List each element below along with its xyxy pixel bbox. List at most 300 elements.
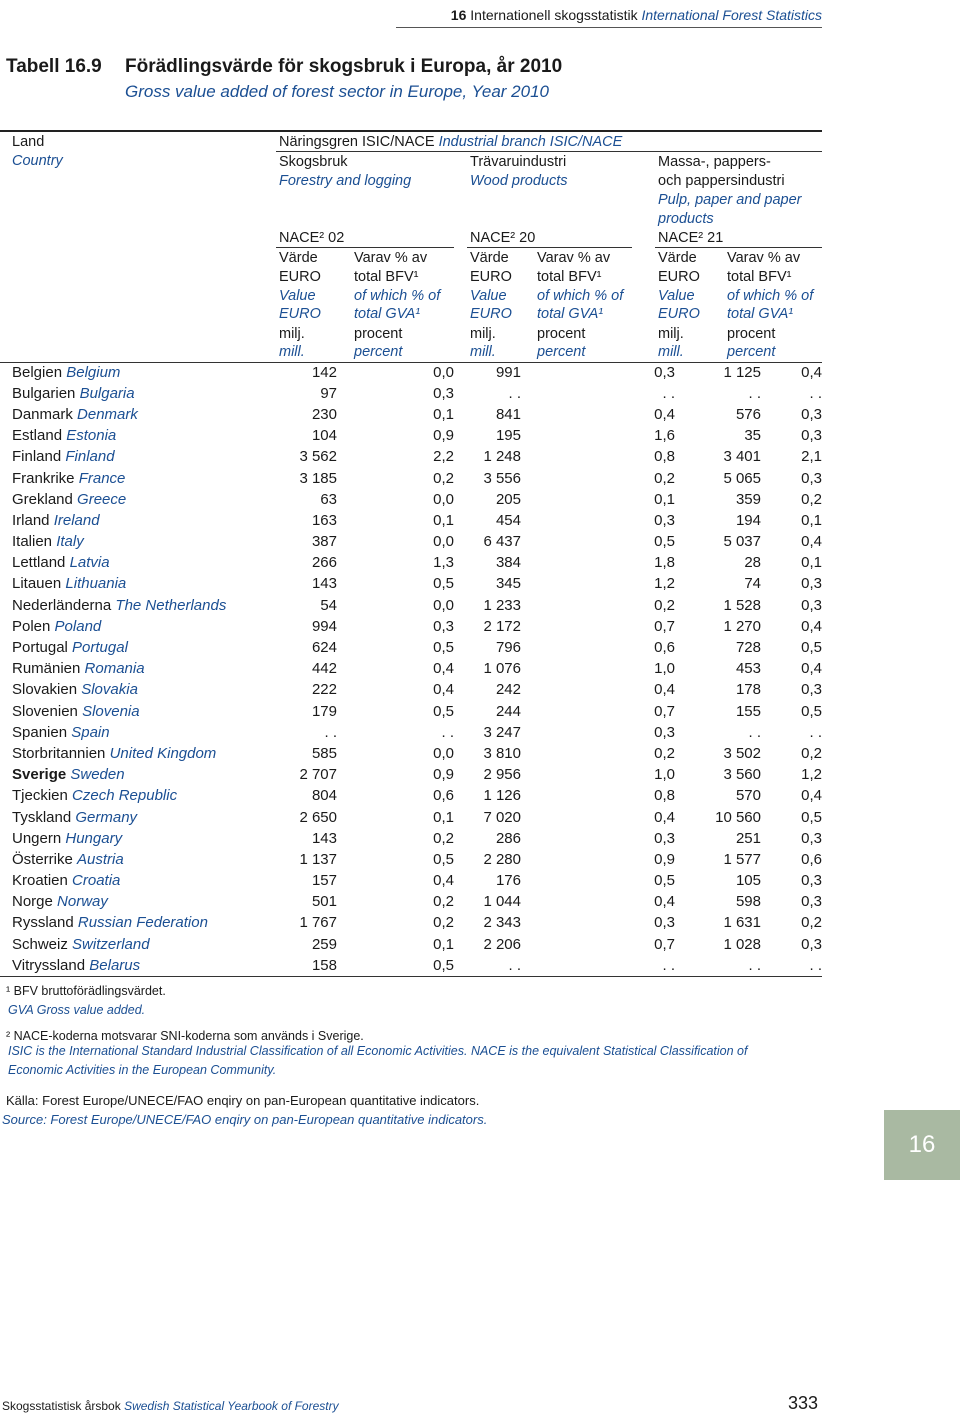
share-cell: 0,1 [433, 405, 454, 423]
country-name-sv: Italien [12, 533, 53, 551]
share-cell: 0,1 [801, 511, 822, 529]
value-unit-en: EURO [470, 306, 512, 322]
value-cell: 158 [311, 956, 337, 974]
value-cell: 501 [311, 893, 337, 911]
country-name-en: Estonia [66, 427, 117, 445]
share-cell: 0,0 [433, 744, 454, 762]
value-cell: 3 247 [483, 723, 521, 741]
country-cell [0, 722, 276, 743]
table-row [0, 871, 822, 892]
table-row [0, 426, 822, 447]
share-cell: 0,4 [654, 405, 675, 423]
value-cell: 157 [311, 872, 337, 890]
country-name-en: Hungary [65, 829, 123, 847]
value-cell: 3 562 [299, 448, 337, 466]
country-name-en: Norway [57, 893, 108, 911]
share-label-en: of which % of [537, 288, 624, 304]
value-cell: 841 [495, 405, 521, 423]
country-name-sv: Slovenien [12, 702, 78, 720]
value-cell: 2 280 [483, 850, 521, 868]
value-cell: 2 650 [299, 808, 337, 826]
share-cell: 2,2 [433, 448, 454, 466]
value-unit-en: EURO [658, 306, 700, 322]
value-cell: 74 [744, 575, 761, 593]
group-pulp-en: Pulp, paper and paper [658, 192, 802, 208]
value-cell: 155 [735, 702, 761, 720]
share-cell: 0,4 [654, 808, 675, 826]
share-cell: 0,3 [801, 681, 822, 699]
share-cell: 0,3 [801, 427, 822, 445]
share-cell: 0,4 [801, 660, 822, 678]
value-label-en: Value [470, 288, 507, 304]
share-unit-sv: procent [727, 326, 776, 342]
table-row [0, 595, 822, 616]
country-cell [0, 828, 276, 849]
table-row [0, 913, 822, 934]
value-cell: 143 [311, 829, 337, 847]
country-cell [0, 574, 276, 595]
share-cell: 0,3 [654, 363, 675, 381]
share-cell: 0,1 [433, 808, 454, 826]
value-cell: 1 137 [299, 850, 337, 868]
country-name-en: Russian Federation [77, 914, 208, 932]
value-cell: 570 [735, 787, 761, 805]
value-cell: 3 556 [483, 469, 521, 487]
country-name-en: Portugal [72, 639, 128, 657]
value-label-sv: Värde [279, 250, 318, 266]
share-unit-sv: procent [354, 326, 403, 342]
country-name-sv: Bulgarien [12, 384, 76, 402]
share-cell: 0,2 [654, 596, 675, 614]
share-cell: 0,4 [433, 872, 454, 890]
table-row [0, 532, 822, 553]
value-cell: 804 [311, 787, 337, 805]
country-cell [0, 489, 276, 510]
share-cell: 0,7 [654, 702, 675, 720]
share-unit-en: percent [727, 344, 776, 360]
country-name-sv: Schweiz [12, 935, 68, 953]
value-cell: 3 560 [723, 766, 761, 784]
country-cell [0, 786, 276, 807]
share-cell: 0,6 [654, 639, 675, 657]
value-cell: 222 [311, 681, 337, 699]
country-name-sv: Vitryssland [12, 956, 86, 974]
country-name-sv: Kroatien [12, 872, 68, 890]
country-name-en: Italy [56, 533, 84, 551]
country-name-en: Belgium [66, 363, 121, 381]
country-name-sv: Rumänien [12, 660, 81, 678]
share-cell: 0,5 [801, 702, 822, 720]
share-cell: 1,8 [654, 554, 675, 572]
chapter-title-en: International Forest Statistics [641, 7, 822, 23]
country-name-sv: Estland [12, 427, 63, 445]
share-cell: 0,3 [801, 872, 822, 890]
footer-publication [2, 1399, 339, 1413]
share-cell: 0,2 [654, 469, 675, 487]
share-cell: 1,2 [654, 575, 675, 593]
share-cell: 0,7 [654, 617, 675, 635]
share-cell: 0,3 [654, 829, 675, 847]
share-cell: . . [809, 384, 822, 402]
group-wood-sv: Trävaruindustri [470, 154, 567, 170]
country-cell [0, 362, 276, 383]
country-cell [0, 807, 276, 828]
share-cell: . . [441, 723, 454, 741]
share-label-en: of which % of [354, 288, 441, 304]
value-scale-sv: milj. [470, 326, 496, 342]
country-name-en: Slovakia [81, 681, 138, 699]
value-cell: 1 028 [723, 935, 761, 953]
table-row [0, 849, 822, 870]
share-cell: 0,5 [801, 639, 822, 657]
value-cell: 242 [495, 681, 521, 699]
country-cell [0, 701, 276, 722]
country-name-sv: Österrike [12, 850, 73, 868]
value-cell: 387 [311, 533, 337, 551]
country-name-en: Belarus [89, 956, 141, 974]
share-cell: 0,4 [654, 681, 675, 699]
table-row [0, 574, 822, 595]
value-scale-en: mill. [279, 344, 305, 360]
share-label-sv2: total BFV¹ [727, 269, 792, 285]
country-name-sv: Slovakien [12, 681, 78, 699]
value-cell: 105 [735, 872, 761, 890]
country-name-sv: Tyskland [12, 808, 72, 826]
value-cell: 2 956 [483, 766, 521, 784]
country-name-sv: Sverige [12, 766, 67, 784]
value-cell: 2 343 [483, 914, 521, 932]
share-cell: 0,3 [801, 829, 822, 847]
country-cell [0, 955, 276, 976]
country-name-en: Switzerland [72, 935, 150, 953]
footer-title-sv: Skogsstatistisk årsbok [2, 1399, 121, 1413]
table-row [0, 404, 822, 425]
value-unit-en: EURO [279, 306, 321, 322]
branch-header-sv: Näringsgren ISIC/NACE [279, 134, 435, 150]
value-label-sv: Värde [658, 250, 697, 266]
value-cell: 442 [311, 660, 337, 678]
share-cell: 0,1 [654, 490, 675, 508]
country-name-en: Denmark [77, 405, 138, 423]
branch-header-en: Industrial branch ISIC/NACE [438, 134, 623, 150]
country-name-sv: Polen [12, 617, 51, 635]
share-cell: 0,9 [654, 850, 675, 868]
share-cell: 0,5 [433, 702, 454, 720]
country-cell [0, 871, 276, 892]
country-name-sv: Nederländerna [12, 596, 112, 614]
value-cell: 576 [735, 405, 761, 423]
country-name-en: Czech Republic [72, 787, 178, 805]
country-name-sv: Spanien [12, 723, 68, 741]
share-cell: 0,3 [433, 617, 454, 635]
chapter-tab: 16 [884, 1110, 960, 1180]
share-cell: 0,3 [801, 405, 822, 423]
branch-header [279, 133, 622, 152]
share-cell: 0,4 [801, 617, 822, 635]
share-cell: 0,2 [801, 490, 822, 508]
value-cell: 1 270 [723, 617, 761, 635]
value-scale-en: mill. [470, 344, 496, 360]
value-cell: 35 [744, 427, 761, 445]
value-cell: 251 [735, 829, 761, 847]
share-cell: 0,0 [433, 533, 454, 551]
value-scale-sv: milj. [658, 326, 684, 342]
share-cell: 0,4 [801, 533, 822, 551]
value-label-en: Value [658, 288, 695, 304]
group-pulp-sv2: och pappersindustri [658, 173, 785, 189]
value-cell: 63 [320, 490, 337, 508]
share-label-sv: Varav % av [727, 250, 801, 266]
value-cell: 6 437 [483, 533, 521, 551]
share-cell: 0,3 [801, 575, 822, 593]
share-cell: . . [662, 956, 675, 974]
share-cell: 0,6 [801, 850, 822, 868]
share-cell: 0,3 [433, 384, 454, 402]
table-row [0, 680, 822, 701]
country-name-en: United Kingdom [109, 744, 217, 762]
country-cell [0, 934, 276, 955]
value-unit-sv: EURO [470, 269, 512, 285]
country-cell [0, 468, 276, 489]
share-label-en2: total GVA¹ [537, 306, 604, 322]
share-unit-en: percent [354, 344, 403, 360]
country-name-en: Latvia [69, 554, 110, 572]
country-name-en: Slovenia [82, 702, 140, 720]
country-cell [0, 447, 276, 468]
value-cell: 163 [311, 511, 337, 529]
country-cell [0, 532, 276, 553]
chapter-title-sv: Internationell skogsstatistik [470, 7, 638, 23]
value-cell: 205 [495, 490, 521, 508]
share-cell: 0,7 [654, 935, 675, 953]
share-cell: 0,0 [433, 596, 454, 614]
share-cell: 0,3 [654, 914, 675, 932]
table-row [0, 616, 822, 637]
country-cell [0, 553, 276, 574]
share-cell: 0,2 [801, 744, 822, 762]
table-row [0, 828, 822, 849]
share-label-sv: Varav % av [537, 250, 611, 266]
value-cell: 454 [495, 511, 521, 529]
share-label-en2: total GVA¹ [727, 306, 794, 322]
share-cell: 0,2 [433, 469, 454, 487]
value-cell: 266 [311, 554, 337, 572]
table-row [0, 510, 822, 531]
country-name-sv: Tjeckien [12, 787, 68, 805]
share-cell: 0,1 [433, 935, 454, 953]
value-cell: 3 401 [723, 448, 761, 466]
value-cell: 624 [311, 639, 337, 657]
value-cell: 2 707 [299, 766, 337, 784]
value-cell: . . [508, 956, 521, 974]
value-cell: 3 502 [723, 744, 761, 762]
value-cell: 97 [320, 384, 337, 402]
country-name-sv: Storbritannien [12, 744, 106, 762]
share-label-sv2: total BFV¹ [354, 269, 419, 285]
country-cell [0, 616, 276, 637]
data-table [0, 362, 822, 976]
value-cell: 259 [311, 935, 337, 953]
share-unit-sv: procent [537, 326, 586, 342]
value-cell: 1 126 [483, 787, 521, 805]
value-cell: 1 125 [723, 363, 761, 381]
share-cell: 1,3 [433, 554, 454, 572]
group-forestry-en: Forestry and logging [279, 173, 412, 189]
value-cell: 2 172 [483, 617, 521, 635]
table-row [0, 468, 822, 489]
share-cell: 0,3 [801, 935, 822, 953]
share-cell: 1,0 [654, 660, 675, 678]
value-cell: 1 528 [723, 596, 761, 614]
page-number: 333 [788, 1393, 819, 1413]
group-pulp-sv: Massa-, pappers- [658, 154, 771, 170]
country-name-sv: Norge [12, 893, 53, 911]
share-cell: 0,2 [433, 914, 454, 932]
data-body [0, 362, 822, 976]
table-row [0, 553, 822, 574]
value-cell: 28 [744, 554, 761, 572]
country-name-en: Bulgaria [79, 384, 135, 402]
table-id: Tabell 16.9 [6, 56, 102, 77]
share-cell: 0,4 [433, 660, 454, 678]
share-cell: 0,2 [801, 914, 822, 932]
share-label-en: of which % of [727, 288, 814, 304]
value-cell: 359 [735, 490, 761, 508]
value-cell: 994 [311, 617, 337, 635]
country-name-en: Finland [65, 448, 115, 466]
table-row [0, 489, 822, 510]
country-name-sv: Lettland [12, 554, 66, 572]
share-cell: 1,2 [801, 766, 822, 784]
value-cell: 142 [311, 363, 337, 381]
group-pulp-en2: products [658, 211, 714, 227]
share-cell: . . [662, 384, 675, 402]
value-cell: 5 037 [723, 533, 761, 551]
share-cell: 0,6 [433, 787, 454, 805]
share-cell: 0,2 [433, 893, 454, 911]
footnote-2-en-2: Economic Activities in the European Community. [8, 1063, 277, 1077]
share-cell: 0,5 [654, 872, 675, 890]
group-wood-nace: NACE² 20 [470, 230, 536, 246]
country-name-en: Croatia [72, 872, 121, 890]
country-name-en: Germany [75, 808, 138, 826]
country-name-en: Ireland [53, 511, 100, 529]
table-bottom-rule [0, 976, 822, 977]
share-cell: 0,5 [433, 956, 454, 974]
value-cell: 3 810 [483, 744, 521, 762]
country-name-en: Sweden [70, 766, 125, 784]
value-cell: 345 [495, 575, 521, 593]
share-cell: 0,3 [801, 596, 822, 614]
source-sv: Källa: Forest Europe/UNECE/FAO enqiry on pan-European quantitative indicators. [6, 1093, 480, 1108]
value-cell: 1 248 [483, 448, 521, 466]
footnote-1-sv: ¹ BFV bruttoförädlingsvärdet. [6, 984, 166, 998]
footnote-1-en: GVA Gross value added. [8, 1003, 146, 1017]
share-cell: 0,5 [433, 639, 454, 657]
country-cell [0, 743, 276, 764]
value-cell: 1 044 [483, 893, 521, 911]
country-cell [0, 659, 276, 680]
group-pulp-nace: NACE² 21 [658, 230, 724, 246]
value-cell: 194 [735, 511, 761, 529]
share-cell: 0,0 [433, 490, 454, 508]
share-cell: 0,5 [801, 808, 822, 826]
value-label-en: Value [279, 288, 316, 304]
share-cell: 0,1 [801, 554, 822, 572]
value-cell: 585 [311, 744, 337, 762]
share-cell: 0,4 [433, 681, 454, 699]
value-cell: 3 185 [299, 469, 337, 487]
share-label-en2: total GVA¹ [354, 306, 421, 322]
country-name-en: Poland [54, 617, 102, 635]
share-label-sv2: total BFV¹ [537, 269, 602, 285]
country-name-en: The Netherlands [115, 596, 227, 614]
country-cell [0, 404, 276, 425]
share-cell: 1,0 [654, 766, 675, 784]
table-top-rule [0, 130, 822, 132]
group-forestry-nace: NACE² 02 [279, 230, 345, 246]
country-cell [0, 849, 276, 870]
country-name-sv: Belgien [12, 363, 63, 381]
value-cell: 143 [311, 575, 337, 593]
value-label-sv: Värde [470, 250, 509, 266]
share-cell: 0,2 [433, 829, 454, 847]
table-row [0, 765, 822, 786]
country-cell [0, 892, 276, 913]
value-scale-en: mill. [658, 344, 684, 360]
value-cell: . . [748, 384, 761, 402]
table-row [0, 659, 822, 680]
value-cell: 176 [495, 872, 521, 890]
table-row [0, 934, 822, 955]
value-cell: 991 [495, 363, 521, 381]
share-cell: 0,8 [654, 787, 675, 805]
share-cell: 0,1 [433, 511, 454, 529]
value-cell: . . [748, 956, 761, 974]
share-cell: 0,3 [801, 893, 822, 911]
country-name-sv: Portugal [12, 639, 68, 657]
share-cell: 0,5 [654, 533, 675, 551]
country-cell [0, 680, 276, 701]
share-label-sv: Varav % av [354, 250, 428, 266]
share-cell: 0,4 [801, 363, 822, 381]
country-cell [0, 913, 276, 934]
table-row [0, 362, 822, 383]
value-cell: 178 [735, 681, 761, 699]
country-cell [0, 595, 276, 616]
share-cell: 0,0 [433, 363, 454, 381]
value-cell: 5 065 [723, 469, 761, 487]
value-unit-sv: EURO [658, 269, 700, 285]
country-name-en: Spain [71, 723, 110, 741]
value-cell: 7 020 [483, 808, 521, 826]
value-cell: 453 [735, 660, 761, 678]
share-cell: 0,5 [433, 575, 454, 593]
table-title-en: Gross value added of forest sector in Europe, Year 2010 [125, 82, 550, 101]
country-name-en: Austria [77, 850, 124, 868]
value-cell: 104 [311, 427, 337, 445]
share-cell: 0,9 [433, 766, 454, 784]
table-row [0, 722, 822, 743]
share-cell: 1,6 [654, 427, 675, 445]
footnote-2-sv: ² NACE-koderna motsvarar SNI-koderna som används i Sverige. [6, 1029, 364, 1043]
table-row [0, 786, 822, 807]
value-cell: . . [324, 723, 337, 741]
value-cell: 179 [311, 702, 337, 720]
value-unit-sv: EURO [279, 269, 321, 285]
share-cell: 0,5 [433, 850, 454, 868]
share-cell: 0,3 [654, 723, 675, 741]
